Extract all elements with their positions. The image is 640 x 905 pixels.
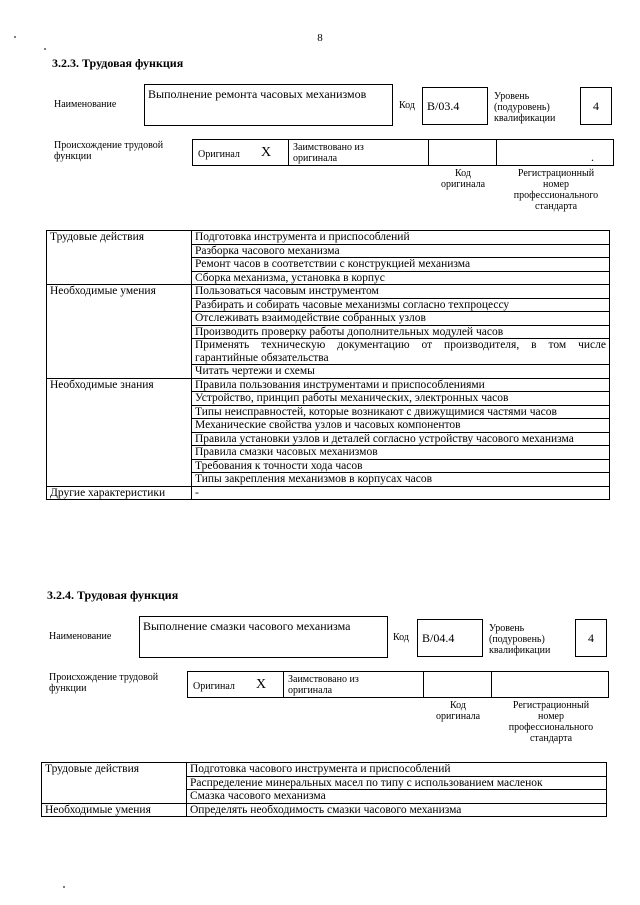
divider — [288, 139, 289, 166]
divider — [283, 671, 284, 698]
item-cell: Отслеживать взаимодействие собранных узлов — [192, 312, 610, 326]
original-label: Оригинал — [198, 149, 240, 160]
page-number: 8 — [317, 32, 323, 44]
function-code-box — [422, 87, 488, 125]
category-cell: Трудовые действия — [47, 231, 192, 285]
section-title: 3.2.3. Трудовая функция — [52, 56, 184, 70]
level-box — [580, 87, 612, 125]
item-cell: Применять техническую документацию от производителя, в том числе гарантийные обязательства — [192, 339, 610, 365]
level-label: Уровень (подуровень) квалификации — [489, 623, 551, 656]
origin-label: Происхождение трудовой функции — [49, 672, 159, 694]
name-label: Наименование — [54, 99, 117, 110]
item-cell: Устройство, принцип работы механических, электронных часов — [192, 392, 610, 406]
item-cell: Сборка механизма, установка в корпус — [192, 271, 610, 285]
reg-number-label: Регистрационный номер профессионального стандарта — [513, 168, 599, 212]
item-cell: Пользоваться часовым инструментом — [192, 285, 610, 299]
level-label: Уровень (подуровень) квалификации — [494, 91, 556, 124]
level-value: 4 — [588, 630, 594, 645]
item-cell: Ремонт часов в соответствии с конструкцией механизма — [192, 258, 610, 272]
item-cell: Правила смазки часовых механизмов — [192, 446, 610, 460]
function-name: Выполнение смазки часового механизма — [143, 619, 351, 633]
code-label: Код — [393, 632, 409, 643]
table-row — [47, 285, 610, 299]
item-cell: Разбирать и собирать часовые механизмы согласно техпроцессу — [192, 298, 610, 312]
function-code-box — [417, 619, 483, 657]
table-row — [42, 803, 607, 817]
item-cell: Правила пользования инструментами и приспособлениями — [192, 378, 610, 392]
level-box — [575, 619, 607, 657]
reg-number-label: Регистрационный номер профессионального стандарта — [508, 700, 594, 744]
function-name: Выполнение ремонта часовых механизмов — [148, 87, 367, 101]
function-name-box — [139, 616, 388, 658]
function-name-box — [144, 84, 393, 126]
reg-mark: . — [591, 150, 594, 164]
item-cell: - — [192, 486, 610, 500]
item-cell: Производить проверку работы дополнительных модулей часов — [192, 325, 610, 339]
table-row — [42, 763, 607, 777]
name-label: Наименование — [49, 631, 112, 642]
original-label: Оригинал — [193, 681, 235, 692]
item-cell: Типы неисправностей, которые возникают с движущимися частями часов — [192, 405, 610, 419]
borrowed-label: Заимствовано из оригинала — [288, 674, 359, 696]
category-cell: Необходимые умения — [47, 285, 192, 379]
item-cell: Распределение минеральных масел по типу с использованием масленок — [187, 776, 607, 790]
code-label: Код — [399, 100, 415, 111]
category-cell: Трудовые действия — [42, 763, 187, 804]
origin-label: Происхождение трудовой функции — [54, 140, 164, 162]
scan-speck — [44, 48, 46, 50]
category-cell: Необходимые умения — [42, 803, 187, 817]
original-code-label: Код оригинала — [440, 168, 486, 190]
divider — [423, 671, 424, 698]
item-cell: Смазка часового механизма — [187, 790, 607, 804]
section-title: 3.2.4. Трудовая функция — [47, 588, 179, 602]
item-cell: Механические свойства узлов и часовых компонентов — [192, 419, 610, 433]
original-mark: X — [261, 145, 272, 160]
table-row — [47, 378, 610, 392]
function-table — [41, 762, 607, 817]
origin-row — [187, 671, 609, 698]
item-cell: Читать чертежи и схемы — [192, 365, 610, 379]
table-row — [47, 486, 610, 500]
divider — [428, 139, 429, 166]
divider — [496, 139, 497, 166]
original-mark: X — [256, 677, 267, 692]
item-cell: Подготовка часового инструмента и приспособлений — [187, 763, 607, 777]
category-cell: Необходимые знания — [47, 378, 192, 486]
item-cell: Типы закрепления механизмов в корпусах часов — [192, 473, 610, 487]
function-code: B/03.4 — [427, 98, 460, 113]
item-cell: Подготовка инструмента и приспособлений — [192, 231, 610, 245]
original-code-label: Код оригинала — [435, 700, 481, 722]
level-value: 4 — [593, 98, 599, 113]
divider — [491, 671, 492, 698]
borrowed-label: Заимствовано из оригинала — [293, 142, 364, 164]
item-cell: Определять необходимость смазки часового механизма — [187, 803, 607, 817]
function-table — [46, 230, 610, 500]
item-cell: Правила установки узлов и деталей согласно устройству часового механизма — [192, 432, 610, 446]
table-row — [47, 231, 610, 245]
scan-speck — [63, 886, 65, 888]
category-cell: Другие характеристики — [47, 486, 192, 500]
origin-row — [192, 139, 614, 166]
item-cell: Требования к точности хода часов — [192, 459, 610, 473]
item-cell: Разборка часового механизма — [192, 244, 610, 258]
function-code: B/04.4 — [422, 630, 455, 645]
